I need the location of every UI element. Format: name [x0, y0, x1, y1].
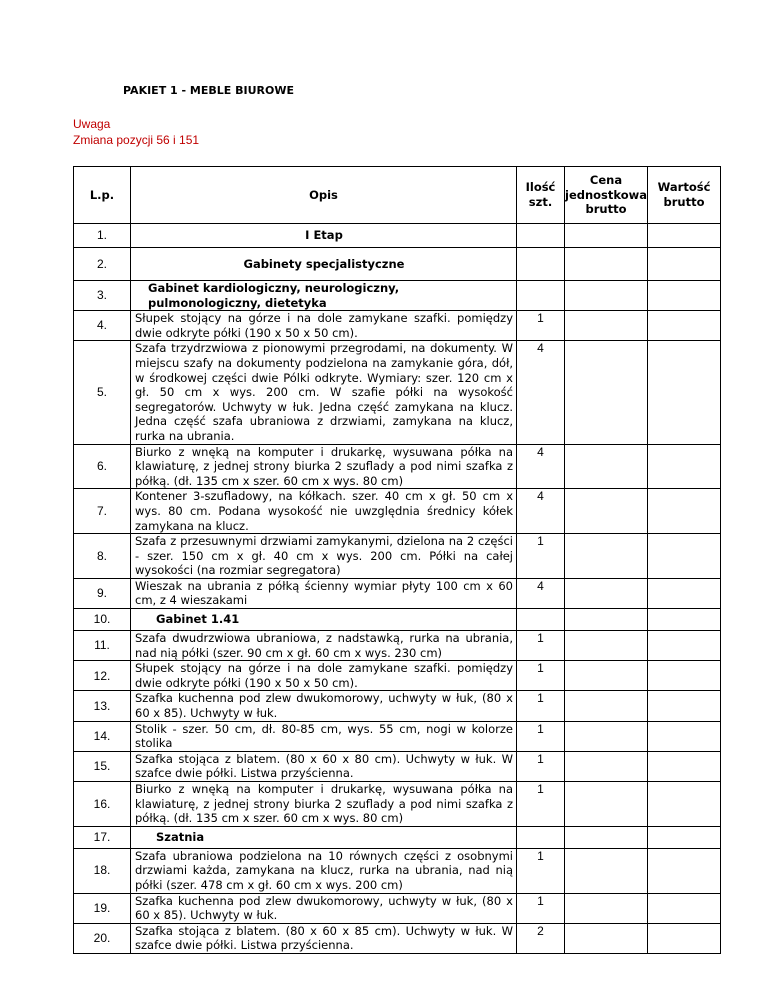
row-lp: 20.: [74, 923, 131, 953]
row-qty: 1: [517, 691, 565, 721]
row-price[interactable]: [565, 578, 648, 608]
row-price[interactable]: [565, 721, 648, 751]
row-value[interactable]: [648, 281, 721, 311]
row-lp: 11.: [74, 631, 131, 661]
row-qty: [517, 224, 565, 248]
row-lp: 3.: [74, 281, 131, 311]
row-lp: 10.: [74, 609, 131, 631]
row-lp: 15.: [74, 751, 131, 781]
row-value[interactable]: [648, 661, 721, 691]
row-lp: 19.: [74, 893, 131, 923]
note-label: Uwaga: [73, 117, 111, 131]
row-price[interactable]: [565, 534, 648, 579]
row-price[interactable]: [565, 224, 648, 248]
row-lp: 12.: [74, 661, 131, 691]
table-row: [74, 578, 721, 608]
row-price[interactable]: [565, 691, 648, 721]
row-price[interactable]: [565, 311, 648, 341]
row-price[interactable]: [565, 281, 648, 311]
table-row: [74, 661, 721, 691]
row-lp: 13.: [74, 691, 131, 721]
table-row: [74, 311, 721, 341]
row-price[interactable]: [565, 609, 648, 631]
row-value[interactable]: [648, 893, 721, 923]
header-wartosc: Wartość brutto: [648, 167, 721, 224]
table-row: [74, 782, 721, 827]
row-value[interactable]: [648, 578, 721, 608]
row-lp: 16.: [74, 782, 131, 827]
row-qty: 1: [517, 721, 565, 751]
row-price[interactable]: [565, 631, 648, 661]
row-value[interactable]: [648, 534, 721, 579]
row-description: Słupek stojący na górze i na dole zamykane szafki. pomiędzy dwie odkryte półki (190 x 50 x 50 cm).: [131, 661, 517, 691]
row-value[interactable]: [648, 923, 721, 953]
header-ilosc: Ilość szt.: [517, 167, 565, 224]
row-description: Wieszak na ubrania z półką ścienny wymiar płyty 100 cm x 60 cm, z 4 wieszakami: [131, 578, 517, 608]
row-price[interactable]: [565, 341, 648, 444]
table-row: [74, 923, 721, 953]
row-qty: 4: [517, 489, 565, 534]
table-row: [74, 826, 721, 848]
header-cena: Cena jednostkowa brutto: [565, 167, 648, 224]
row-price[interactable]: [565, 489, 648, 534]
items-table: [73, 166, 721, 954]
table-row: [74, 248, 721, 281]
row-price[interactable]: [565, 248, 648, 281]
table-row: [74, 534, 721, 579]
table-row: [74, 893, 721, 923]
row-value[interactable]: [648, 444, 721, 489]
row-qty: 2: [517, 923, 565, 953]
row-qty: 1: [517, 311, 565, 341]
row-lp: 18.: [74, 848, 131, 893]
row-price[interactable]: [565, 444, 648, 489]
row-qty: 1: [517, 751, 565, 781]
row-heading: Gabinet 1.41: [131, 609, 517, 631]
table-row: [74, 341, 721, 444]
row-lp: 9.: [74, 578, 131, 608]
row-qty: 1: [517, 782, 565, 827]
row-qty: 4: [517, 444, 565, 489]
row-qty: [517, 826, 565, 848]
row-qty: 1: [517, 661, 565, 691]
row-qty: 1: [517, 534, 565, 579]
row-lp: 4.: [74, 311, 131, 341]
row-price[interactable]: [565, 848, 648, 893]
row-lp: 1.: [74, 224, 131, 248]
table-row: [74, 224, 721, 248]
row-value[interactable]: [648, 489, 721, 534]
row-description: Szafa ubraniowa podzielona na 10 równych części z osobnymi drzwiami każda, zamykana na klucz, rurka na ubrania, nad nią półki (szer. 478 cm x gł. 60 cm x wys. 200 cm): [131, 848, 517, 893]
table-row: [74, 444, 721, 489]
row-price[interactable]: [565, 826, 648, 848]
row-description: Szafa z przesuwnymi drzwiami zamykanymi, dzielona na 2 części - szer. 150 cm x gł. 40 cm x wys. 200 cm. Półki na całej wysokości (na rozmiar segregatora): [131, 534, 517, 579]
row-lp: 17.: [74, 826, 131, 848]
row-price[interactable]: [565, 751, 648, 781]
table-row: [74, 489, 721, 534]
row-value[interactable]: [648, 826, 721, 848]
row-price[interactable]: [565, 661, 648, 691]
row-description: Słupek stojący na górze i na dole zamykane szafki. pomiędzy dwie odkryte półki (190 x 50 x 50 cm).: [131, 311, 517, 341]
note-text: Zmiana pozycji 56 i 151: [73, 133, 200, 147]
row-value[interactable]: [648, 631, 721, 661]
row-description: Kontener 3-szufladowy, na kółkach. szer. 40 cm x gł. 50 cm x wys. 80 cm. Podana wysokość nie uwzględnia średnicy kółek zamykana na klucz.: [131, 489, 517, 534]
table-row: [74, 691, 721, 721]
table-row: [74, 281, 721, 311]
header-opis: Opis: [131, 167, 517, 224]
row-value[interactable]: [648, 248, 721, 281]
row-qty: 4: [517, 578, 565, 608]
row-lp: 7.: [74, 489, 131, 534]
header-lp: L.p.: [74, 167, 131, 224]
row-qty: [517, 281, 565, 311]
row-qty: 1: [517, 848, 565, 893]
document-title: PAKIET 1 - MEBLE BIUROWE: [123, 84, 294, 97]
row-description: Szafka kuchenna pod zlew dwukomorowy, uchwyty w łuk, (80 x 60 x 85). Uchwyty w łuk.: [131, 691, 517, 721]
table-header-row: [74, 167, 721, 224]
row-qty: 1: [517, 893, 565, 923]
row-description: Biurko z wnęką na komputer i drukarkę, wysuwana półka na klawiaturę, z jednej strony biurka 2 szuflady a pod nimi szafka z półką. (dł. 135 cm x szer. 60 cm x wys. 80 cm): [131, 782, 517, 827]
table-row: [74, 848, 721, 893]
row-value[interactable]: [648, 224, 721, 248]
row-price[interactable]: [565, 923, 648, 953]
row-section: Gabinety specjalistyczne: [131, 248, 517, 281]
row-value[interactable]: [648, 751, 721, 781]
row-section: I Etap: [131, 224, 517, 248]
row-value[interactable]: [648, 609, 721, 631]
row-value[interactable]: [648, 311, 721, 341]
row-description: Szafa trzydrzwiowa z pionowymi przegrodami, na dokumenty. W miejscu szafy na dokumenty podzielona na zamykanie góra, dół, w środkowej części dwie Pólki odkryte. Wymiary: szer. 120 cm x gł. 50 cm x wys. 200 cm. W szafie półki na wysokość segregatorów. Uchwyty w łuk. Jedna część zamykana na klucz. Jedna część szafa ubraniowa z drzwiami, zamykana na klucz, rurka na ubrania.: [131, 341, 517, 444]
row-value[interactable]: [648, 782, 721, 827]
table-row: [74, 609, 721, 631]
row-value[interactable]: [648, 848, 721, 893]
row-lp: 14.: [74, 721, 131, 751]
row-lp: 8.: [74, 534, 131, 579]
row-heading: Gabinet kardiologiczny, neurologiczny, pulmonologiczny, dietetyka: [131, 281, 517, 311]
row-qty: 4: [517, 341, 565, 444]
row-price[interactable]: [565, 782, 648, 827]
table-row: [74, 721, 721, 751]
row-lp: 6.: [74, 444, 131, 489]
row-lp: 2.: [74, 248, 131, 281]
row-qty: [517, 609, 565, 631]
row-price[interactable]: [565, 893, 648, 923]
row-qty: 1: [517, 631, 565, 661]
row-description: Szafka stojąca z blatem. (80 x 60 x 80 cm). Uchwyty w łuk. W szafce dwie półki. Listwa przyścienna.: [131, 751, 517, 781]
row-value[interactable]: [648, 691, 721, 721]
row-description: Szafka stojąca z blatem. (80 x 60 x 85 cm). Uchwyty w łuk. W szafce dwie półki. Listwa przyścienna.: [131, 923, 517, 953]
row-qty: [517, 248, 565, 281]
row-lp: 5.: [74, 341, 131, 444]
table-row: [74, 751, 721, 781]
row-description: Szafka kuchenna pod zlew dwukomorowy, uchwyty w łuk, (80 x 60 x 85). Uchwyty w łuk.: [131, 893, 517, 923]
row-heading: Szatnia: [131, 826, 517, 848]
row-description: Szafa dwudrzwiowa ubraniowa, z nadstawką, rurka na ubrania, nad nią półki (szer. 90 cm x gł. 60 cm x wys. 230 cm): [131, 631, 517, 661]
row-value[interactable]: [648, 721, 721, 751]
row-value[interactable]: [648, 341, 721, 444]
row-description: Biurko z wnęką na komputer i drukarkę, wysuwana półka na klawiaturę, z jednej strony biurka 2 szuflady a pod nimi szafka z półką. (dł. 135 cm x szer. 60 cm x wys. 80 cm): [131, 444, 517, 489]
row-description: Stolik - szer. 50 cm, dł. 80-85 cm, wys. 55 cm, nogi w kolorze stolika: [131, 721, 517, 751]
table-row: [74, 631, 721, 661]
